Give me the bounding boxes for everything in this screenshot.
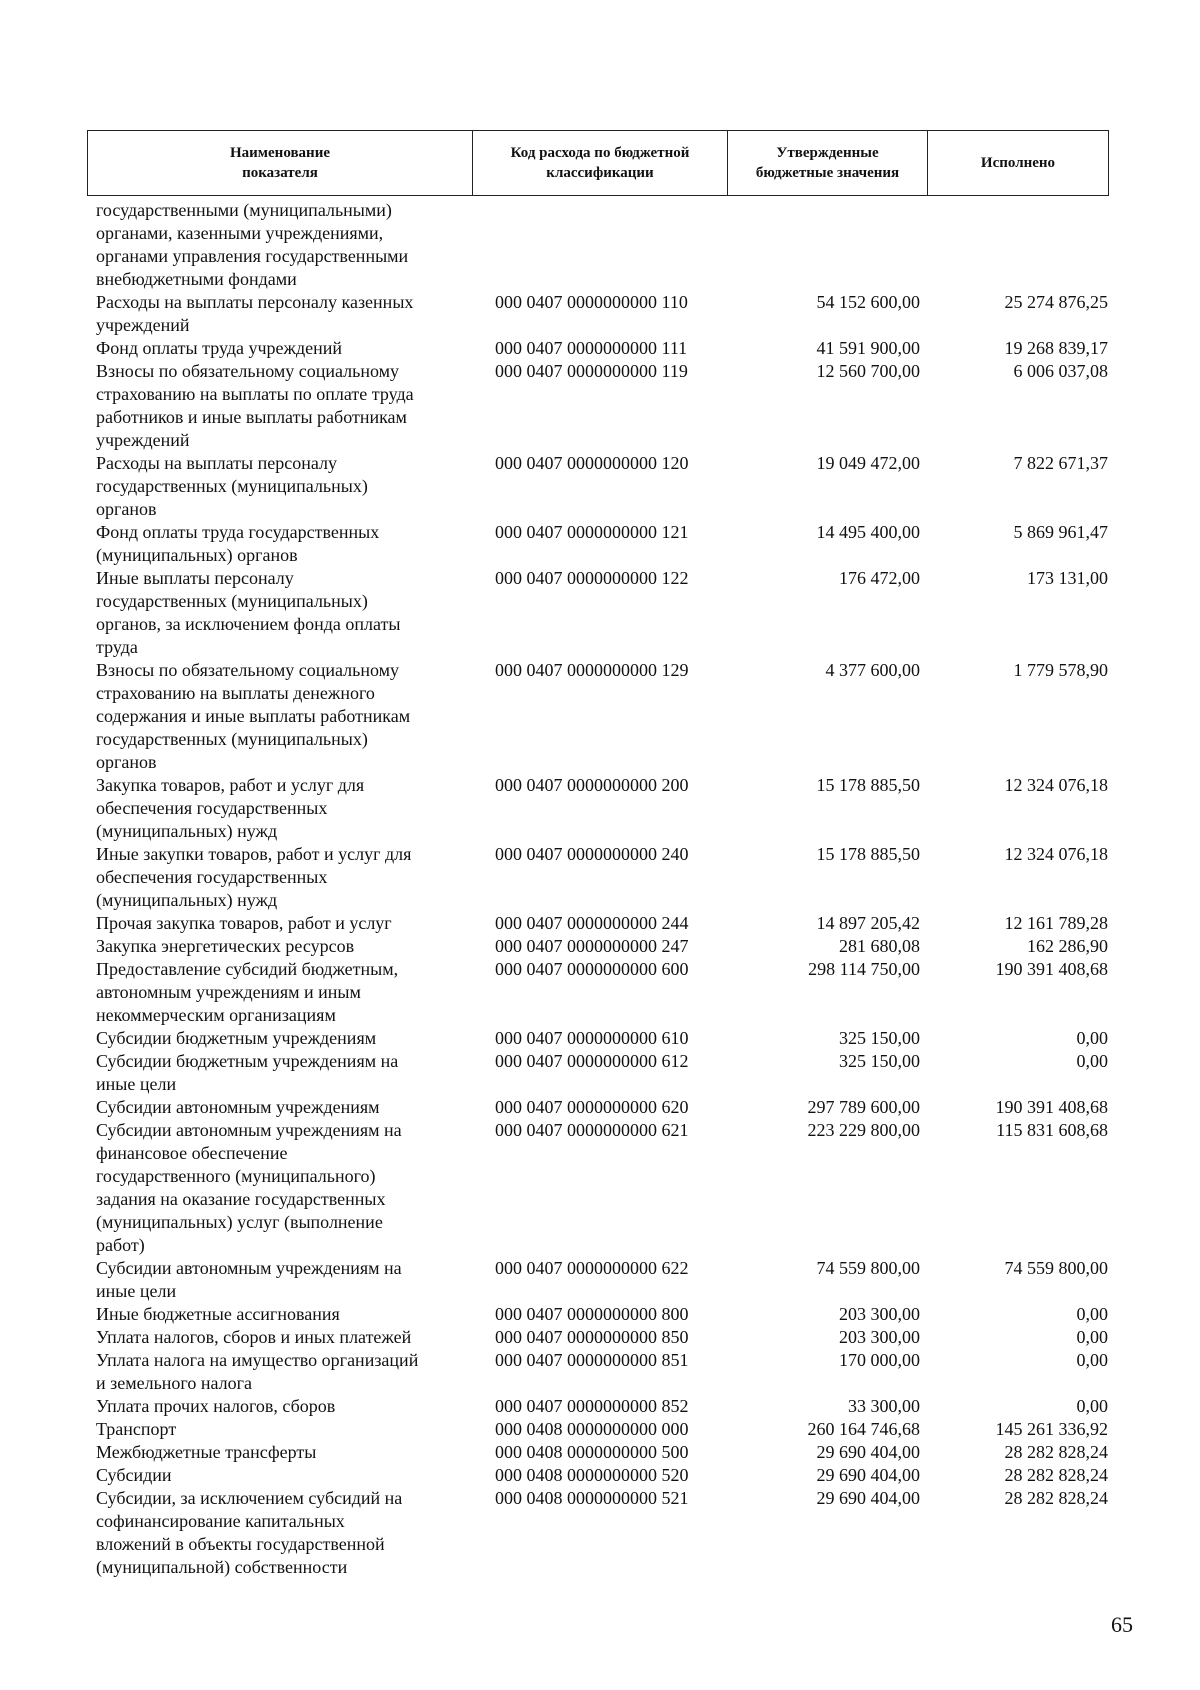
table-row <box>0 521 1200 567</box>
row-done-cell: 7 822 671,37 <box>1013 453 1108 473</box>
row-approved-cell: 223 229 800,00 <box>807 1120 920 1140</box>
row-approved-cell: 74 559 800,00 <box>816 1258 920 1278</box>
row-code-cell: 000 0407 0000000000 119 <box>495 361 688 381</box>
row-name-cell: Транспорт <box>96 1419 177 1439</box>
row-approved-cell: 260 164 746,68 <box>807 1419 920 1439</box>
row-approved-cell: 41 591 900,00 <box>816 338 920 358</box>
row-name-cell: Взносы по обязательному социальному страхованию на выплаты по оплате труда работников и иные выплаты работникам учреждений <box>96 361 414 450</box>
row-done-cell: 0,00 <box>1076 1396 1108 1416</box>
table-row <box>0 1349 1200 1395</box>
table-row <box>0 291 1200 337</box>
row-done-cell: 28 282 828,24 <box>1004 1442 1108 1462</box>
row-name-cell: Расходы на выплаты персоналу государственных (муниципальных) органов <box>96 453 368 519</box>
row-approved-cell: 14 495 400,00 <box>816 522 920 542</box>
table-row <box>0 659 1200 774</box>
row-done-cell: 0,00 <box>1076 1304 1108 1324</box>
row-approved-cell: 170 000,00 <box>839 1350 920 1370</box>
row-done-cell: 5 869 961,47 <box>1013 522 1108 542</box>
row-code-cell: 000 0407 0000000000 122 <box>495 568 689 588</box>
row-name-cell: государственными (муниципальными) органами, казенными учреждениями, органами управления государственными внебюджетными фондами <box>96 200 409 289</box>
row-done-cell: 115 831 608,68 <box>996 1120 1108 1140</box>
row-code-cell: 000 0407 0000000000 800 <box>495 1304 689 1324</box>
table-row <box>0 1096 1200 1119</box>
table-body <box>0 199 1200 1579</box>
row-approved-cell: 297 789 600,00 <box>807 1097 920 1117</box>
table-row <box>0 1395 1200 1418</box>
row-code-cell: 000 0407 0000000000 120 <box>495 453 689 473</box>
table-row <box>0 912 1200 935</box>
row-name-cell: Фонд оплаты труда государственных (муниципальных) органов <box>96 522 380 565</box>
row-done-cell: 28 282 828,24 <box>1004 1465 1108 1485</box>
row-code-cell: 000 0407 0000000000 850 <box>495 1327 689 1347</box>
row-approved-cell: 12 560 700,00 <box>816 361 920 381</box>
row-approved-cell: 29 690 404,00 <box>816 1442 920 1462</box>
table-row <box>0 1257 1200 1303</box>
row-approved-cell: 203 300,00 <box>839 1327 920 1347</box>
page-number: 65 <box>1111 1612 1133 1637</box>
row-done-cell: 145 261 336,92 <box>995 1419 1108 1439</box>
row-name-cell: Прочая закупка товаров, работ и услуг <box>96 913 392 933</box>
row-done-cell: 0,00 <box>1076 1028 1108 1048</box>
table-row <box>0 567 1200 659</box>
header-done-column <box>928 131 1108 195</box>
row-name-cell: Субсидии бюджетным учреждениям <box>96 1028 377 1048</box>
row-name-cell: Иные выплаты персоналу государственных (муниципальных) органов, за исключением фонда оплаты труда <box>96 568 401 657</box>
row-code-cell: 000 0408 0000000000 520 <box>495 1465 689 1485</box>
table-row <box>0 1418 1200 1441</box>
row-approved-cell: 15 178 885,50 <box>816 775 920 795</box>
row-done-cell: 0,00 <box>1076 1051 1108 1071</box>
table-row <box>0 843 1200 912</box>
row-name-cell: Межбюджетные трансферты <box>96 1442 317 1462</box>
header-code-column <box>473 131 728 195</box>
row-approved-cell: 19 049 472,00 <box>816 453 920 473</box>
row-approved-cell: 325 150,00 <box>839 1028 920 1048</box>
header-name-column <box>88 131 473 195</box>
table-row <box>0 452 1200 521</box>
header-code-label: Код расхода по бюджетной классификации <box>510 145 690 181</box>
table-row <box>0 1326 1200 1349</box>
row-code-cell: 000 0408 0000000000 500 <box>495 1442 689 1462</box>
row-name-cell: Иные закупки товаров, работ и услуг для обеспечения государственных (муниципальных) нужд <box>96 844 412 910</box>
row-name-cell: Субсидии бюджетным учреждениям на иные цели <box>96 1051 399 1094</box>
row-done-cell: 173 131,00 <box>1027 568 1108 588</box>
table-row <box>0 958 1200 1027</box>
row-approved-cell: 298 114 750,00 <box>808 959 920 979</box>
row-done-cell: 12 161 789,28 <box>1004 913 1108 933</box>
row-done-cell: 19 268 839,17 <box>1004 338 1108 358</box>
row-code-cell: 000 0407 0000000000 612 <box>495 1051 689 1071</box>
row-approved-cell: 325 150,00 <box>839 1051 920 1071</box>
row-code-cell: 000 0407 0000000000 610 <box>495 1028 689 1048</box>
row-approved-cell: 176 472,00 <box>839 568 920 588</box>
table-row <box>0 1441 1200 1464</box>
table-row <box>0 1464 1200 1487</box>
row-done-cell: 190 391 408,68 <box>995 1097 1108 1117</box>
table-row <box>0 1027 1200 1050</box>
row-approved-cell: 15 178 885,50 <box>816 844 920 864</box>
row-done-cell: 6 006 037,08 <box>1013 361 1108 381</box>
row-name-cell: Субсидии автономным учреждениям на иные цели <box>96 1258 402 1301</box>
row-name-cell: Расходы на выплаты персоналу казенных учреждений <box>96 292 414 335</box>
row-name-cell: Взносы по обязательному социальному страхованию на выплаты денежного содержания и иные выплаты работникам государственных (муниципальных) органов <box>96 660 411 772</box>
row-code-cell: 000 0407 0000000000 852 <box>495 1396 689 1416</box>
row-code-cell: 000 0407 0000000000 111 <box>495 338 688 358</box>
row-approved-cell: 33 300,00 <box>848 1396 920 1416</box>
row-name-cell: Субсидии автономным учреждениям <box>96 1097 380 1117</box>
table-row <box>0 199 1200 291</box>
row-done-cell: 25 274 876,25 <box>1004 292 1108 312</box>
row-name-cell: Закупка энергетических ресурсов <box>96 936 355 956</box>
row-done-cell: 12 324 076,18 <box>1004 844 1108 864</box>
row-code-cell: 000 0407 0000000000 622 <box>495 1258 689 1278</box>
row-approved-cell: 14 897 205,42 <box>816 913 920 933</box>
row-name-cell: Фонд оплаты труда учреждений <box>96 338 342 358</box>
row-code-cell: 000 0407 0000000000 110 <box>495 292 688 312</box>
header-name-label: Наименование показателя <box>230 145 330 181</box>
row-code-cell: 000 0407 0000000000 200 <box>495 775 689 795</box>
row-code-cell: 000 0407 0000000000 121 <box>495 522 689 542</box>
row-code-cell: 000 0407 0000000000 244 <box>495 913 689 933</box>
header-approved-label: Утвержденные бюджетные значения <box>755 145 900 181</box>
row-name-cell: Субсидии автономным учреждениям на финансовое обеспечение государственного (муниципального) задания на оказание государственных (муниципальных) услуг (выполнение работ) <box>96 1120 402 1255</box>
row-code-cell: 000 0407 0000000000 620 <box>495 1097 689 1117</box>
row-approved-cell: 54 152 600,00 <box>816 292 920 312</box>
row-name-cell: Предоставление субсидий бюджетным, автономным учреждениям и иным некоммерческим организациям <box>96 959 399 1025</box>
row-done-cell: 190 391 408,68 <box>995 959 1108 979</box>
table-row <box>0 935 1200 958</box>
table-row <box>0 1487 1200 1579</box>
table-row <box>0 1050 1200 1096</box>
row-done-cell: 28 282 828,24 <box>1004 1488 1108 1508</box>
row-name-cell: Иные бюджетные ассигнования <box>96 1304 340 1324</box>
table-row <box>0 1119 1200 1257</box>
row-done-cell: 0,00 <box>1076 1327 1108 1347</box>
row-code-cell: 000 0407 0000000000 240 <box>495 844 689 864</box>
row-code-cell: 000 0407 0000000000 621 <box>495 1120 689 1140</box>
row-approved-cell: 203 300,00 <box>839 1304 920 1324</box>
row-approved-cell: 29 690 404,00 <box>816 1488 920 1508</box>
row-code-cell: 000 0407 0000000000 851 <box>495 1350 689 1370</box>
table-row <box>0 774 1200 843</box>
header-done-label: Исполнено <box>980 155 1056 171</box>
row-name-cell: Закупка товаров, работ и услуг для обеспечения государственных (муниципальных) нужд <box>96 775 365 841</box>
row-name-cell: Уплата прочих налогов, сборов <box>96 1396 336 1416</box>
row-done-cell: 162 286,90 <box>1027 936 1108 956</box>
row-approved-cell: 281 680,08 <box>839 936 920 956</box>
table-row <box>0 337 1200 360</box>
row-name-cell: Субсидии <box>96 1465 172 1485</box>
row-code-cell: 000 0408 0000000000 000 <box>495 1419 689 1439</box>
row-name-cell: Уплата налога на имущество организаций и земельного налога <box>96 1350 419 1393</box>
table-row <box>0 1303 1200 1326</box>
table-header <box>87 130 1109 196</box>
row-approved-cell: 29 690 404,00 <box>816 1465 920 1485</box>
row-code-cell: 000 0408 0000000000 521 <box>495 1488 689 1508</box>
row-done-cell: 0,00 <box>1076 1350 1108 1370</box>
row-done-cell: 74 559 800,00 <box>1004 1258 1108 1278</box>
row-done-cell: 12 324 076,18 <box>1004 775 1108 795</box>
row-code-cell: 000 0407 0000000000 600 <box>495 959 689 979</box>
row-code-cell: 000 0407 0000000000 129 <box>495 660 689 680</box>
table-row <box>0 360 1200 452</box>
header-approved-column <box>728 131 928 195</box>
row-name-cell: Субсидии, за исключением субсидий на софинансирование капитальных вложений в объекты государственной (муниципальной) собственности <box>96 1488 403 1577</box>
row-name-cell: Уплата налогов, сборов и иных платежей <box>96 1327 412 1347</box>
row-code-cell: 000 0407 0000000000 247 <box>495 936 689 956</box>
row-approved-cell: 4 377 600,00 <box>825 660 920 680</box>
row-done-cell: 1 779 578,90 <box>1013 660 1108 680</box>
